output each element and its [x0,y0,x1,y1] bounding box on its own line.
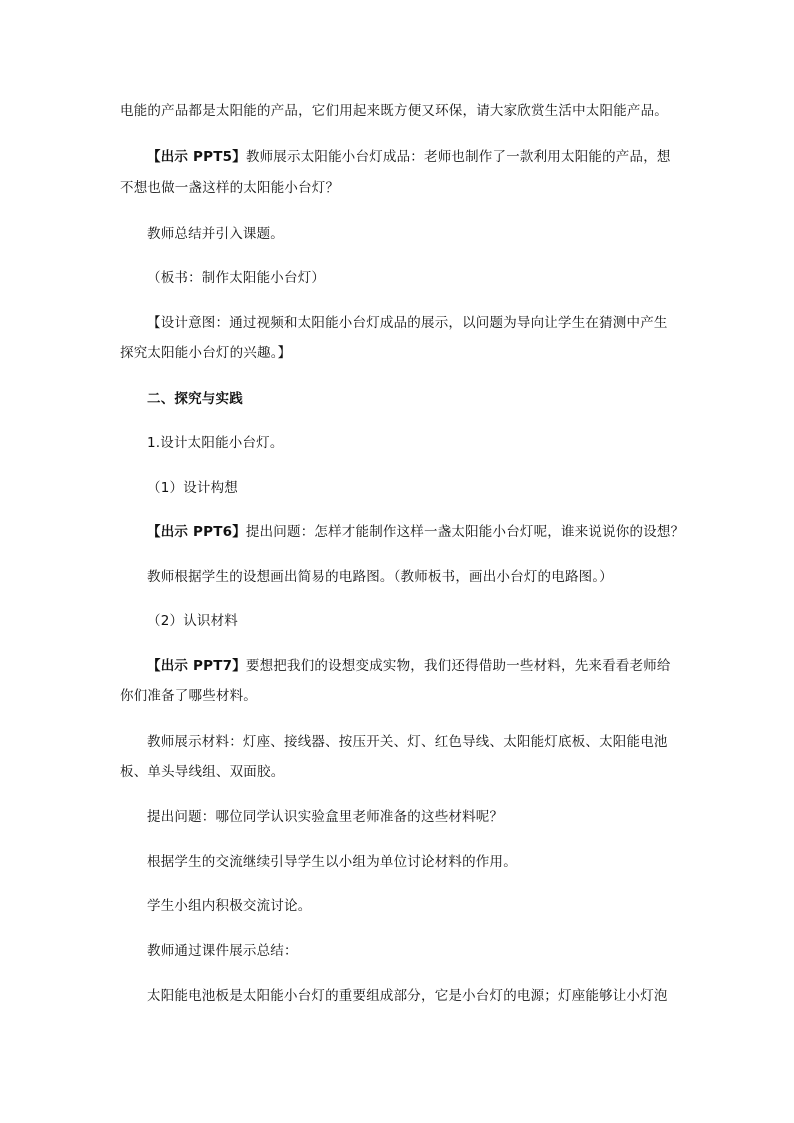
design-intent-line: 【设计意图：通过视频和太阳能小台灯成品的展示，以问题为导向让学生在猜测中产生 [147,315,668,331]
ppt-tag: 【出示 PPT5】 [147,149,246,165]
paragraph-line: 根据学生的交流继续引导学生以小组为单位讨论材料的作用。 [147,854,517,870]
design-intent-line: 探究太阳能小台灯的兴趣。】 [120,345,292,361]
paragraph-line: （板书：制作太阳能小台灯） [147,270,326,286]
paragraph-text: 提出问题：怎样才能制作这样一盏太阳能小台灯呢，谁来说说你的设想？ [245,524,685,540]
ppt-tag: 【出示 PPT6】 [147,524,246,540]
paragraph-line [147,522,685,542]
paragraph-line: 电能的产品都是太阳能的产品，它们用起来既方便又环保，请大家欣赏生活中太阳能产品。 [120,103,668,119]
paragraph-text: 教师展示太阳能小台灯成品：老师也制作了一款利用太阳能的产品，想 [245,149,671,165]
paragraph-line: 教师根据学生的设想画出简易的电路图。（教师板书，画出小台灯的电路图。） [147,569,613,585]
paragraph-text: 要想把我们的设想变成实物，我们还得借助一些材料，先来看看老师给 [245,658,671,674]
paragraph-line [147,656,680,676]
ppt-tag: 【出示 PPT7】 [147,658,246,674]
paragraph-line: 太阳能电池板是太阳能小台灯的重要组成部分，它是小台灯的电源；灯座能够让小灯泡 [147,988,668,1004]
paragraph-line: 不想也做一盏这样的太阳能小台灯？ [120,180,340,196]
paragraph-line: 教师通过课件展示总结： [147,943,298,959]
section-heading: 二、探究与实践 [147,391,243,407]
subsection-heading: （1）设计构想 [147,480,238,496]
subsection-heading: （2）认识材料 [147,613,238,629]
paragraph-line: 教师展示材料：灯座、接线器、按压开关、灯、红色导线、太阳能灯底板、太阳能电池 [147,734,668,750]
paragraph-line: 教师总结并引入课题。 [147,226,284,242]
paragraph-line: 提出问题：哪位同学认识实验盒里老师准备的这些材料呢？ [147,809,504,825]
paragraph-line: 板、单头导线组、双面胶。 [120,764,285,780]
paragraph-line [147,147,680,167]
paragraph-line: 学生小组内积极交流讨论。 [147,898,312,914]
subsection-heading: 1.设计太阳能小台灯。 [147,435,284,451]
paragraph-line: 你们准备了哪些材料。 [120,688,257,704]
